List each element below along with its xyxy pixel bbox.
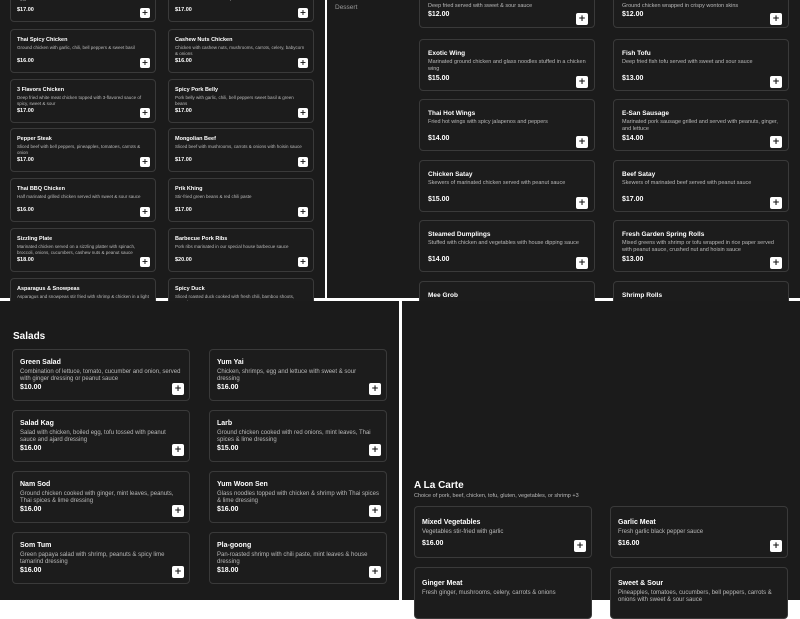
- menu-item-name: Thai Spicy Chicken: [17, 37, 68, 43]
- menu-item-card: [12, 349, 190, 401]
- menu-item-price: $16.00: [17, 58, 34, 64]
- menu-item-price: $14.00: [428, 135, 450, 142]
- menu-item-card: [613, 0, 789, 28]
- menu-item-description: Deep fried fish tofu served with sweet and sour sauce: [622, 59, 753, 65]
- menu-item-name: Garlic Meat: [618, 519, 656, 526]
- add-to-cart-button[interactable]: +: [770, 540, 782, 552]
- menu-item-name: Pepper Steak: [17, 136, 52, 142]
- menu-item-description: Marinated chicken served on a sizzling platter with spinach, broccoli, onions, cucumbers, cashew nuts & peanut sauce: [17, 244, 136, 255]
- menu-item-price: $16.00: [217, 506, 239, 513]
- menu-item-card: [610, 567, 788, 619]
- menu-item-description: Vegetables stir-fried with garlic: [422, 529, 504, 535]
- add-to-cart-button[interactable]: +: [172, 444, 184, 456]
- add-to-cart-button[interactable]: +: [299, 108, 307, 117]
- menu-item-price: $16.00: [422, 540, 444, 547]
- menu-item-price: $15.00: [428, 75, 450, 82]
- menu-item-name: Yum Yai: [217, 359, 244, 366]
- menu-item-name: Exotic Wing: [428, 50, 466, 57]
- add-to-cart-button[interactable]: +: [576, 257, 588, 269]
- add-to-cart-button[interactable]: +: [369, 383, 381, 395]
- add-to-cart-button[interactable]: +: [299, 257, 307, 266]
- menu-item-price: $13.00: [622, 75, 644, 82]
- nav-dessert-link[interactable]: Dessert: [335, 4, 358, 11]
- a-la-carte-panel: [402, 301, 800, 603]
- menu-item-name: E-San Sausage: [622, 110, 669, 117]
- add-to-cart-button[interactable]: +: [299, 157, 307, 166]
- menu-item-description: Ground chicken cooked with ginger, mint leaves, peanuts, Thai spices & lime dressing: [20, 491, 174, 504]
- add-to-cart-button[interactable]: +: [141, 207, 149, 216]
- menu-item-price: $17.00: [175, 207, 192, 213]
- add-to-cart-button[interactable]: +: [172, 505, 184, 517]
- menu-item-card: [414, 506, 592, 558]
- add-to-cart-button[interactable]: +: [574, 540, 586, 552]
- menu-item-description: Fresh garlic black pepper sauce: [618, 529, 704, 535]
- menu-item-name: Sizzling Plate: [17, 236, 53, 242]
- menu-item-description: [175, 0, 307, 2]
- salads-title: Salads: [13, 331, 46, 342]
- menu-item-card: [168, 228, 314, 272]
- menu-item-description: Pan-roasted shrimp with chili paste, mint leaves & house dressing: [217, 552, 368, 565]
- menu-item-price: $18.00: [17, 257, 34, 263]
- menu-item-description: Pork ribs marinated in our special house barbecue sauce: [175, 244, 289, 249]
- menu-item-name: Barbecue Pork Ribs: [175, 236, 228, 242]
- menu-item-price: $16.00: [20, 567, 42, 574]
- menu-item-name: Cashew Nuts Chicken: [175, 37, 233, 43]
- add-to-cart-button[interactable]: +: [299, 8, 307, 17]
- menu-item-price: $12.00: [622, 11, 644, 18]
- menu-item-description: Marinated ground chicken and glass noodles stuffed in a chicken wing: [428, 59, 586, 72]
- menu-item-name: Steamed Dumplings: [428, 231, 491, 238]
- menu-item-description: Sliced beef with mushrooms, carrots & onions with hoisin sauce: [175, 144, 302, 149]
- menu-item-price: $16.00: [618, 540, 640, 547]
- menu-item-name: Nam Sod: [20, 481, 51, 488]
- menu-item-card: [613, 220, 789, 272]
- menu-item-description: Green papaya salad with shrimp, peanuts & spicy lime tamarind dressing: [20, 552, 165, 565]
- menu-item-card: [209, 532, 387, 584]
- menu-item-description: Pork belly with garlic, chili, bell peppers sweet basil & green beans: [175, 95, 294, 106]
- menu-item-name: Sweet & Sour: [618, 580, 664, 587]
- menu-item-price: $17.00: [17, 108, 34, 114]
- menu-item-description: Asparagus and snowpeas stir fried with shrimp & chicken in a light: [17, 294, 149, 299]
- menu-item-name: Prik Khing: [175, 186, 203, 192]
- menu-item-card: [12, 410, 190, 462]
- menu-item-description: Deep fried served with sweet & sour sauce: [428, 3, 533, 9]
- menu-item-card: [168, 0, 314, 22]
- menu-item-card: [419, 99, 595, 151]
- menu-item-description: Mixed greens with shrimp or tofu wrapped in rice paper served with peanut sauce, crushed nut and hoisin sauce: [622, 240, 774, 253]
- menu-item-description: Skewers of marinated beef served with peanut sauce: [622, 180, 752, 186]
- menu-item-name: Spicy Pork Belly: [175, 87, 219, 93]
- menu-item-name: Shrimp Rolls: [622, 292, 663, 299]
- menu-item-card: [419, 39, 595, 91]
- add-to-cart-button[interactable]: +: [141, 58, 149, 67]
- menu-item-price: $13.00: [622, 256, 644, 263]
- menu-item-card: [209, 410, 387, 462]
- menu-item-card: [10, 0, 156, 22]
- menu-item-card: [419, 0, 595, 28]
- menu-item-card: [12, 532, 190, 584]
- main-dishes-panel: [0, 0, 325, 298]
- menu-item-price: $14.00: [622, 135, 644, 142]
- a-la-carte-title: A La Carte: [414, 480, 464, 491]
- add-to-cart-button[interactable]: +: [141, 8, 149, 17]
- menu-item-name: Thai BBQ Chicken: [17, 186, 65, 192]
- menu-item-description: Pineapples, tomatoes, cucumbers, bell peppers, carrots & onions with sweet & sour sauce: [618, 590, 772, 603]
- a-la-carte-subtitle: Choice of pork, beef, chicken, tofu, gluten, vegetables, or shrimp +3: [414, 493, 579, 499]
- add-to-cart-button[interactable]: +: [141, 108, 149, 117]
- add-to-cart-button[interactable]: +: [576, 197, 588, 209]
- menu-item-name: 3 Flavors Chicken: [17, 87, 65, 93]
- add-to-cart-button[interactable]: +: [141, 157, 149, 166]
- menu-item-name: Mongolian Beef: [175, 136, 216, 142]
- menu-item-name: Mixed Vegetables: [422, 519, 481, 526]
- menu-item-description: Stuffed with chicken and vegetables with house dipping sauce: [428, 240, 579, 246]
- menu-item-card: [419, 160, 595, 212]
- menu-item-price: $17.00: [175, 108, 192, 114]
- menu-item-name: Salad Kag: [20, 420, 54, 427]
- menu-item-description: Fresh ginger, mushrooms, celery, carrots & onions: [422, 590, 556, 596]
- menu-item-price: $17.00: [175, 157, 192, 163]
- add-to-cart-button[interactable]: +: [770, 136, 782, 148]
- menu-item-price: $10.00: [20, 384, 42, 391]
- menu-item-card: [10, 178, 156, 222]
- appetizers-panel: [327, 0, 800, 298]
- menu-item-card: [168, 178, 314, 222]
- menu-item-price: $16.00: [20, 506, 42, 513]
- menu-item-card: [414, 567, 592, 619]
- menu-item-price: $17.00: [17, 7, 34, 13]
- menu-item-name: Thai Hot Wings: [428, 110, 476, 117]
- menu-item-name: Spicy Duck: [175, 286, 205, 292]
- menu-item-card: [613, 39, 789, 91]
- menu-item-card: [209, 471, 387, 523]
- add-to-cart-button[interactable]: +: [299, 58, 307, 67]
- add-to-cart-button[interactable]: +: [770, 257, 782, 269]
- menu-item-price: $17.00: [622, 196, 644, 203]
- menu-item-description: Skewers of marinated chicken served with peanut sauce: [428, 180, 566, 186]
- salads-panel: [0, 301, 399, 600]
- menu-item-description: Chicken with cashew nuts, mushrooms, carrots, celery, babycorn & onions: [175, 45, 305, 56]
- menu-item-name: Yum Woon Sen: [217, 481, 268, 488]
- menu-item-description: Salad with chicken, boiled egg, tofu tossed with peanut sauce and ajard dressing: [20, 430, 166, 443]
- menu-item-description: Deep fried white meat chicken topped with 3-flavored sauce of spicy, sweet & sour: [17, 95, 142, 106]
- menu-item-description: Sliced beef with bell peppers, pineapples, tomatoes, carrots & onion: [17, 144, 141, 155]
- add-to-cart-button[interactable]: +: [369, 444, 381, 456]
- menu-item-description: Chicken, shrimps, egg and lettuce with sweet & sour dressing: [217, 369, 357, 382]
- add-to-cart-button[interactable]: +: [172, 566, 184, 578]
- menu-item-card: [209, 349, 387, 401]
- menu-item-name: Mee Grob: [428, 292, 458, 299]
- menu-item-description: Glass noodles topped with chicken & shrimp with Thai spices & lime dressing: [217, 491, 379, 504]
- menu-item-price: $12.00: [428, 11, 450, 18]
- menu-item-card: [12, 471, 190, 523]
- add-to-cart-button[interactable]: +: [576, 136, 588, 148]
- menu-item-card: [10, 79, 156, 123]
- menu-item-description: Ground chicken with garlic, chili, bell peppers & sweet basil: [17, 45, 135, 50]
- menu-item-card: [168, 29, 314, 73]
- menu-item-description: [17, 0, 149, 2]
- menu-item-name: Pla-goong: [217, 542, 252, 549]
- add-to-cart-button[interactable]: +: [369, 505, 381, 517]
- menu-item-price: $15.00: [217, 445, 239, 452]
- menu-item-name: Chicken Satay: [428, 171, 473, 178]
- menu-item-price: $16.00: [20, 445, 42, 452]
- menu-item-card: [610, 506, 788, 558]
- menu-item-card: [613, 99, 789, 151]
- add-to-cart-button[interactable]: +: [770, 13, 782, 25]
- add-to-cart-button[interactable]: +: [770, 197, 782, 209]
- add-to-cart-button[interactable]: +: [576, 13, 588, 25]
- add-to-cart-button[interactable]: +: [172, 383, 184, 395]
- add-to-cart-button[interactable]: +: [299, 207, 307, 216]
- menu-item-price: $16.00: [17, 207, 34, 213]
- menu-item-description: Stir-fried green beans & red chili paste: [175, 194, 252, 199]
- menu-item-description: Sliced roasted duck cooked with fresh chili, bamboo shoots,: [175, 294, 295, 299]
- menu-item-price: $16.00: [175, 58, 192, 64]
- add-to-cart-button[interactable]: +: [141, 257, 149, 266]
- menu-item-name: Green Salad: [20, 359, 61, 366]
- menu-item-name: Beef Satay: [622, 171, 656, 178]
- menu-item-price: $20.00: [175, 257, 192, 263]
- menu-item-card: [419, 220, 595, 272]
- menu-item-price: $15.00: [428, 196, 450, 203]
- menu-item-name: Ginger Meat: [422, 580, 463, 587]
- menu-item-card: [10, 228, 156, 272]
- menu-item-description: Ground chicken cooked with red onions, mint leaves, Thai spices & lime dressing: [217, 430, 371, 443]
- menu-item-name: Fish Tofu: [622, 50, 651, 57]
- menu-item-name: Asparagus & Snowpeas: [17, 286, 80, 292]
- menu-item-description: Half marinated grilled chicken served with sweet & sour sauce: [17, 194, 141, 199]
- menu-item-description: Marinated pork sausage grilled and served with peanuts, ginger, and lettuce: [622, 119, 778, 132]
- menu-item-price: $17.00: [17, 157, 34, 163]
- add-to-cart-button[interactable]: +: [576, 76, 588, 88]
- menu-item-name: Som Tum: [20, 542, 52, 549]
- menu-item-card: [10, 29, 156, 73]
- menu-item-description: Fried hot wings with spicy jalapenos and peppers: [428, 119, 548, 125]
- menu-item-price: $18.00: [217, 567, 239, 574]
- menu-item-card: [613, 160, 789, 212]
- menu-item-card: [168, 79, 314, 123]
- menu-item-price: $17.00: [175, 7, 192, 13]
- menu-item-price: $14.00: [428, 256, 450, 263]
- menu-item-price: $16.00: [217, 384, 239, 391]
- add-to-cart-button[interactable]: +: [770, 76, 782, 88]
- menu-item-description: Ground chicken wrapped in crispy wonton skins: [622, 3, 739, 9]
- menu-item-card: [168, 128, 314, 172]
- menu-item-description: Combination of lettuce, tomato, cucumber and onion, served with ginger dressing or peanut sauce: [20, 369, 181, 382]
- menu-item-name: Fresh Garden Spring Rolls: [622, 231, 705, 238]
- menu-item-card: [10, 128, 156, 172]
- menu-item-name: Larb: [217, 420, 233, 427]
- add-to-cart-button[interactable]: +: [369, 566, 381, 578]
